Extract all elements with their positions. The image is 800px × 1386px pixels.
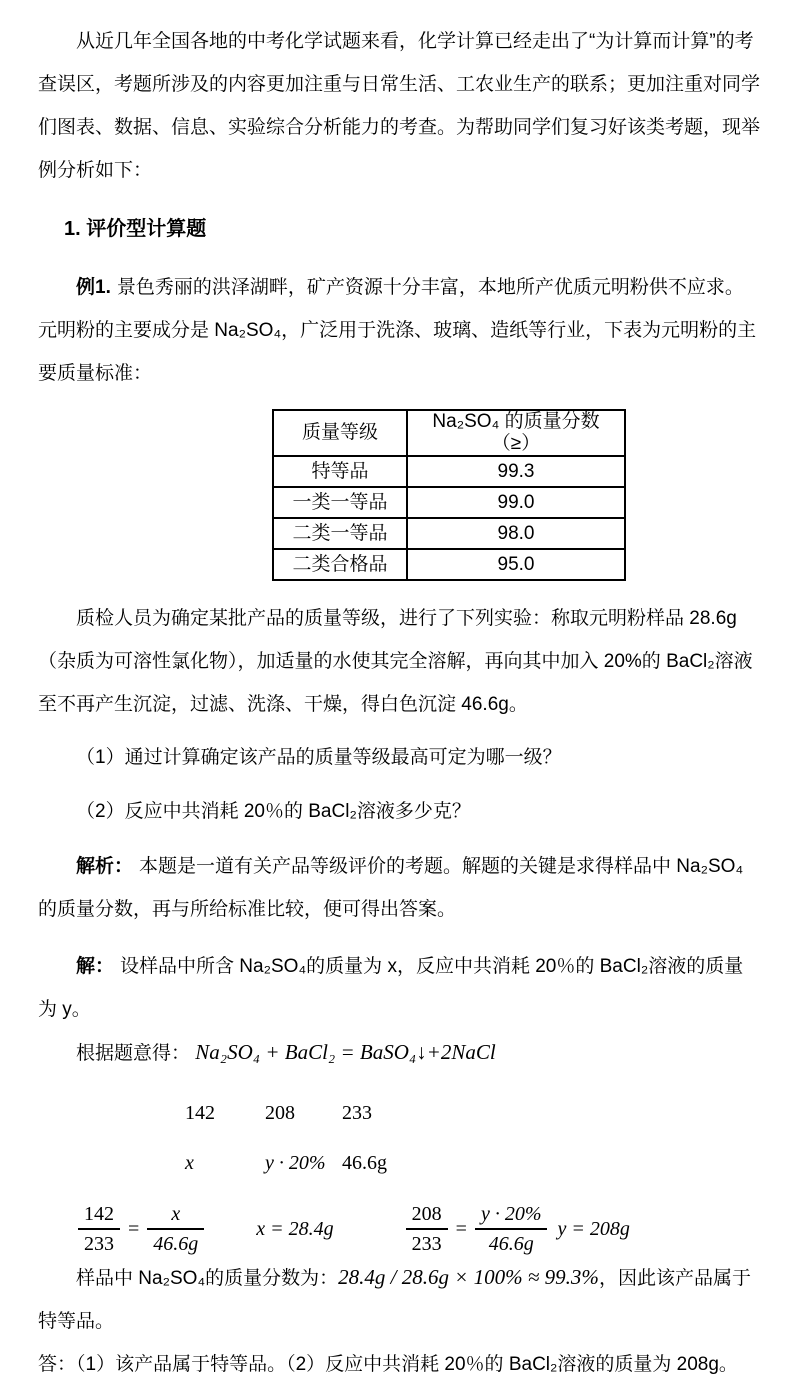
value-cell: 95.0 <box>407 549 625 580</box>
molar-mass-na2so4: 142 <box>185 1102 215 1124</box>
experiment-paragraph: 质检人员为确定某批产品的质量等级，进行了下列实验：称取元明粉样品 28.6g（杂质为可溶性氯化物），加适量的水使其完全溶解，再向其中加入 20%的 BaCl₂溶液至不再产生沉淀，过滤、洗涤、干燥，得白色沉淀 46.6g。 <box>38 608 753 715</box>
conclusion-line <box>38 1256 762 1343</box>
example-text: 景色秀丽的洪泽湖畔，矿产资源十分丰富，本地所产优质元明粉供不应求。元明粉的主要成分是 Na₂SO₄，广泛用于洗涤、玻璃、造纸等行业，下表为元明粉的主要质量标准： <box>38 277 757 384</box>
fraction-denominator: 46.6g <box>153 1233 199 1255</box>
equation-line <box>38 1031 762 1075</box>
table-header-grade: 质量等级 <box>273 410 407 456</box>
fraction-denominator: 46.6g <box>488 1233 534 1255</box>
answer-line: 答：（1）该产品属于特等品。（2）反应中共消耗 20％的 BaCl₂溶液的质量为 208g。 <box>38 1354 738 1375</box>
fraction-denominator: 233 <box>411 1233 442 1255</box>
table-row <box>273 549 625 580</box>
fraction-numerator: x <box>147 1203 204 1230</box>
grade-cell: 二类合格品 <box>273 549 407 580</box>
unknown-x: x <box>185 1152 194 1174</box>
unknown-y-20pct: y · 20% <box>265 1152 326 1174</box>
intro-paragraph: 从近几年全国各地的中考化学试题来看，化学计算已经走出了“为计算而计算”的考查误区，考题所涉及的内容更加注重与日常生活、工农业生产的联系；更加注重对同学们图表、数据、信息、实验综合分析能力的考查。为帮助同学们复习好该类考题，现举例分析如下： <box>38 31 761 181</box>
molar-mass-bacl2: 208 <box>265 1102 295 1124</box>
conclusion-prefix: 样品中 Na₂SO₄的质量分数为： <box>76 1268 339 1289</box>
grade-cell: 一类一等品 <box>273 487 407 518</box>
solution-paragraph <box>38 945 762 1031</box>
analysis-paragraph <box>38 845 762 931</box>
quality-standard-table <box>272 409 626 581</box>
equals-sign: = <box>128 1218 140 1240</box>
proportion-calculations <box>78 1203 762 1256</box>
conclusion-calculation: 28.4g / 28.6g × 100% ≈ 99.3% <box>338 1265 599 1289</box>
fraction-numerator: y · 20% <box>475 1203 548 1230</box>
analysis-label: 解析： <box>76 856 134 877</box>
second-proportion <box>406 1203 630 1256</box>
value-cell: 99.0 <box>407 487 625 518</box>
question-1: （1）通过计算确定该产品的质量等级最高可定为哪一级？ <box>76 747 562 768</box>
fraction-numerator: 142 <box>78 1203 120 1230</box>
example-label: 例1. <box>76 277 111 298</box>
stoichiometry-values <box>185 1101 762 1175</box>
equals-sign: = <box>455 1218 467 1240</box>
table-row <box>273 456 625 487</box>
precipitate-mass: 46.6g <box>342 1152 387 1174</box>
fraction-numerator: 208 <box>406 1203 448 1230</box>
grade-cell: 二类一等品 <box>273 518 407 549</box>
value-cell: 98.0 <box>407 518 625 549</box>
molar-mass-baso4: 233 <box>342 1102 372 1124</box>
conclusion-suffix: ，因此该产品属于特等品。 <box>38 1268 751 1332</box>
chemical-equation: Na₂SO₄ + BaCl₂ = BaSO₄↓+2NaCl <box>195 1040 496 1064</box>
fraction-x-46.6g <box>147 1203 204 1256</box>
fraction-142-233 <box>78 1203 120 1256</box>
table-row <box>273 518 625 549</box>
equation-prefix: 根据题意得： <box>76 1043 191 1064</box>
table-header-row <box>273 410 625 456</box>
fraction-208-233 <box>406 1203 448 1256</box>
solution-text: 设样品中所含 Na₂SO₄的质量为 x，反应中共消耗 20％的 BaCl₂溶液的质量为 y。 <box>38 956 744 1020</box>
grade-cell: 特等品 <box>273 456 407 487</box>
value-cell: 99.3 <box>407 456 625 487</box>
fraction-denominator: 233 <box>84 1233 114 1255</box>
result-y: y = 208g <box>557 1218 630 1240</box>
table-header-fraction: Na₂SO₄ 的质量分数（≥） <box>407 410 625 456</box>
result-x: x = 28.4g <box>256 1218 334 1240</box>
section-heading: 1. 评价型计算题 <box>64 218 207 240</box>
solution-label: 解： <box>76 956 115 977</box>
analysis-text: 本题是一道有关产品等级评价的考题。解题的关键是求得样品中 Na₂SO₄的质量分数，再与所给标准比较，便可得出答案。 <box>38 856 744 920</box>
question-2: （2）反应中共消耗 20％的 BaCl₂溶液多少克？ <box>76 801 471 822</box>
table-row <box>273 487 625 518</box>
example-paragraph <box>38 266 762 395</box>
fraction-y20-46.6g <box>475 1203 548 1256</box>
